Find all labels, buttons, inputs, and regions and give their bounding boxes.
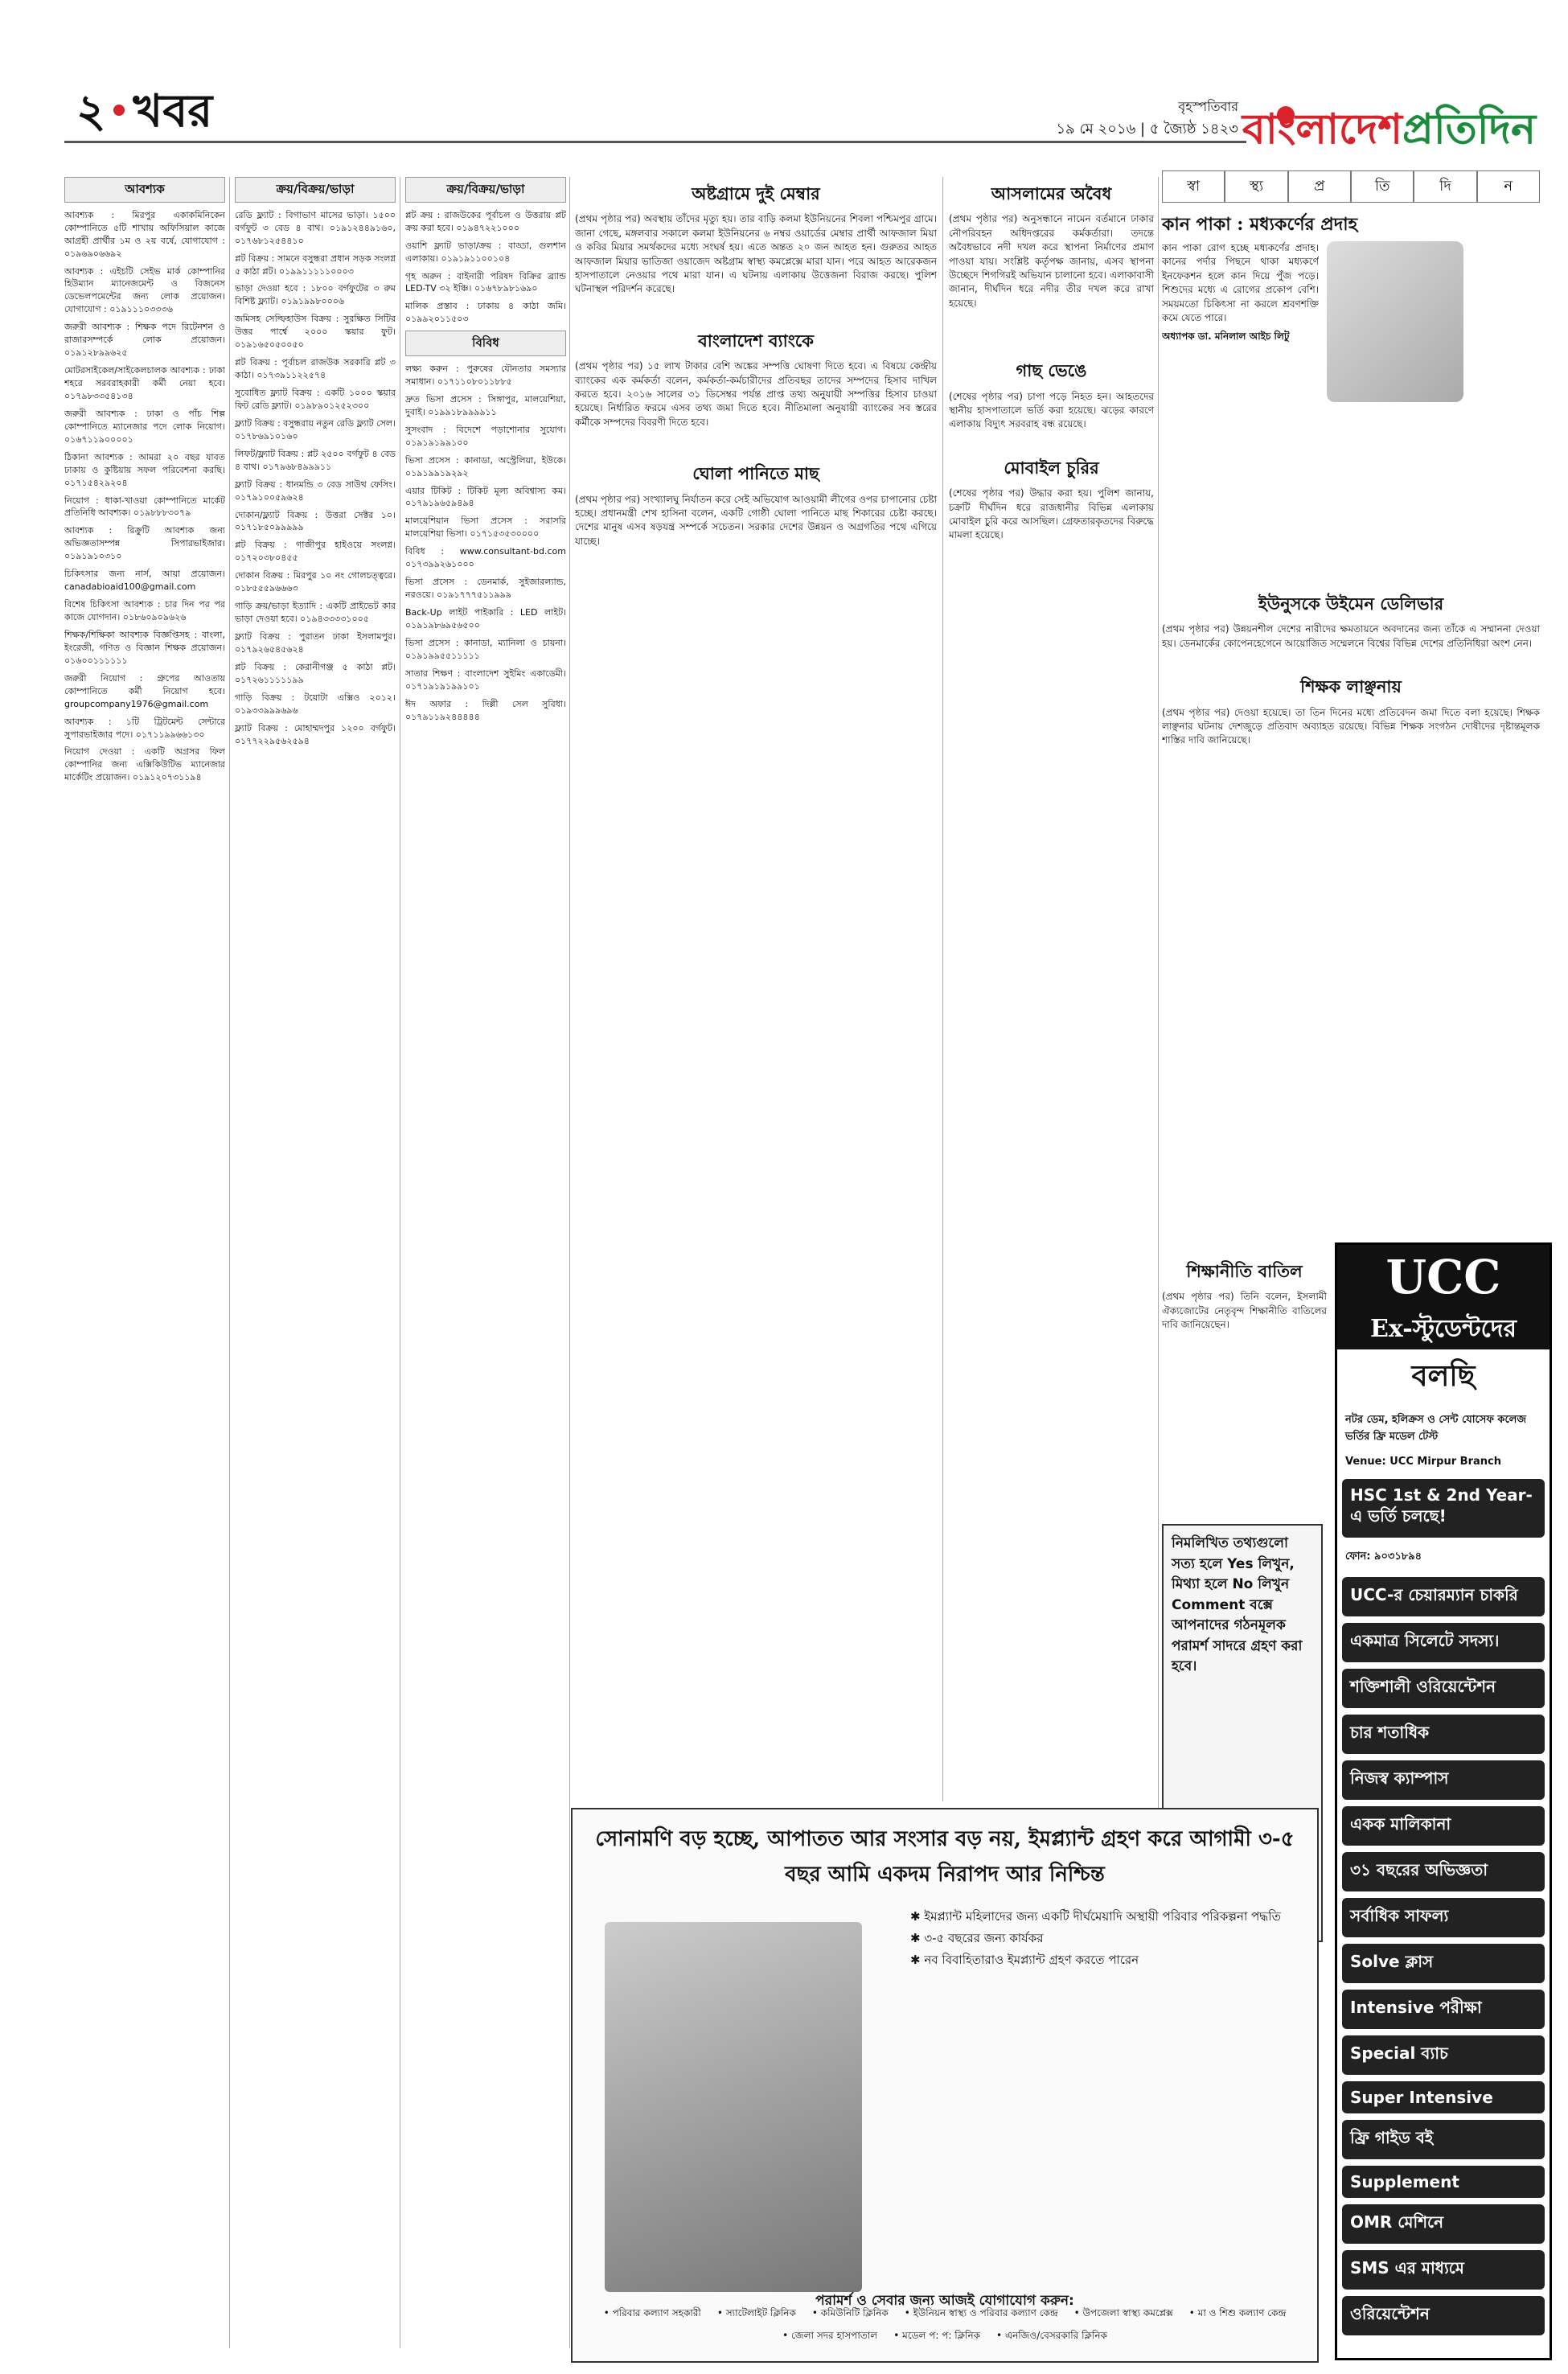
article-column-2 — [949, 177, 1154, 1801]
misc-list — [405, 363, 566, 724]
ad-bullet: ✱ ইমপ্ল্যান্ট মহিলাদের জন্য একটি দীর্ঘমেয়াদি অস্থায়ী পরিবার পরিকল্পনা পদ্ধতি — [910, 1909, 1281, 1924]
ucc-feature: ফ্রি গাইড বই — [1342, 2120, 1545, 2159]
classified-item: প্লট ক্রয় : রাজউকের পূর্বাচল ও উত্তরায় প্লট ক্রয় করা হবে। ০১৯৪৭২২১০০০ — [405, 209, 566, 233]
column-divider — [942, 177, 943, 1801]
ucc-feature: Special ব্যাচ — [1342, 2035, 1545, 2075]
classified-item: প্লট বিক্রয় : সামনে বসুন্ধরা প্রধান সড়ক সংলগ্ন ৫ কাঠা প্লট। ০১৯৯১১১১১০০০৩ — [235, 253, 396, 277]
classifieds-heading-3: ক্রয়/বিক্রয়/ভাড়া — [405, 177, 566, 203]
health-band-letter: স্থ্য — [1225, 170, 1287, 203]
classified-item: জমিসহ সেল্ফিহাউস বিক্রয় : সুরক্ষিত সিটির উত্তর পার্শ্বে ২০০০ স্কয়ার ফুট। ০১৯১৬৫০৫০০৫০ — [235, 314, 396, 351]
classified-item: Back-Up লাইট পাইকারি : LED লাইট। ০১৯১৯৮৬৯৫৬৫০০ — [405, 607, 566, 630]
ad-bullet-text: ইমপ্ল্যান্ট মহিলাদের জন্য একটি দীর্ঘমেয়াদি অস্থায়ী পরিবার পরিকল্পনা পদ্ধতি — [924, 1909, 1281, 1924]
clinic-item: • এনজিও/বেসরকারি ক্লিনিক — [996, 2330, 1107, 2341]
article-headline: শিক্ষক লাঞ্ছনায় — [1300, 676, 1402, 697]
classified-item: ওয়াশি ফ্ল্যাট ভাড়া/ক্রয় : বাড্ডা, গুলশান এলাকায়। ০১৯১৯১১০০১০৪ — [405, 240, 566, 264]
ucc-advertisement — [1335, 1242, 1552, 2360]
article-body: (প্রথম পৃষ্ঠার পর) দেওয়া হয়েছে। তা তিন দিনের মধ্যে প্রতিবেদন জমা দিতে বলা হয়েছে। শিক্ষক লাঞ্ছনার ঘটনায় দেশজুড়ে প্রতিবাদ অব্যাহত রয়েছে। বিভিন্ন শিক্ষক সংগঠন দোষীদের দৃষ্টান্তমূলক শাস্তির দাবি জানিয়েছে। — [1162, 706, 1540, 746]
page-number-text: ২ — [76, 84, 106, 138]
classified-item: নিয়োগ দেওয়া : একটি অগ্রসর ফিল কোম্পানির জন্য এক্সিকিউটিভ ম্যানেজার মার্কেটিং প্রয়োজন। ০১৯১২০৭৩১১৯৪ — [64, 746, 225, 783]
model-photo — [605, 1922, 862, 2292]
logo-part-2: প্রতিদিন — [1402, 105, 1536, 154]
ad-bullet: ✱ নব বিবাহিতারাও ইমপ্ল্যান্ট গ্রহণ করতে পারেন — [910, 1953, 1139, 1967]
clinic-item: • জেলা সদর হাসপাতাল — [782, 2330, 878, 2341]
column-divider — [229, 177, 230, 2348]
article-body: (শেষের পৃষ্ঠার পর) চাপা পড়ে নিহত হন। আহতদের স্থানীয় হাসপাতালে ভর্তি করা হয়েছে। ঝড়ের কারণে এলাকায় বিদ্যুৎ সরবরাহ বন্ধ রয়েছে। — [949, 390, 1154, 430]
classified-item: প্লট বিক্রয় : পূর্বাচল রাজউক সরকারি প্লট ৩ কাঠা। ০১৭৩৯১১২২৫৭৪ — [235, 357, 396, 381]
classified-item: বিবিধ : www.consultant-bd.com ০১৭৩৯৯২৬১০০০ — [405, 546, 566, 570]
classified-item: এয়ার টিকিট : টিকিট মূল্য অবিশ্বাস্য কম। ০১৭৯১৯৬৫৯৪৯৪ — [405, 485, 566, 509]
clinic-item: • উপজেলা স্বাস্থ্য কমপ্লেক্স — [1073, 2307, 1173, 2319]
health-headline: কান পাকা : মধ্যকর্ণের প্রদাহ — [1162, 214, 1358, 235]
clinic-item: • কমিউনিটি ক্লিনিক — [811, 2307, 889, 2319]
ucc-feature-list — [1337, 1577, 1550, 2335]
article-body: (শেষের পৃষ্ঠার পর) উদ্ধার করা হয়। পুলিশ জানায়, চক্রটি দীর্ঘদিন ধরে রাজধানীর বিভিন্ন এলাকায় মোবাইল চুরি করে আসছিল। গ্রেফতারকৃতদের বিরুদ্ধে মামলা হয়েছে। — [949, 487, 1154, 541]
classified-item: ঠিকানা আবশ্যক : আমরা ২০ বছর যাবত ঢাকায় ও কুষ্টিয়ায় সফল পরিবেশনা করছি। ০১৭১৫৪২৯২০৪ — [64, 451, 225, 488]
article-headline: আসলামের অবৈধ — [991, 183, 1112, 203]
classified-item: আবশ্যক : ১টি ট্রিটমেন্ট সেন্টারে সুপারভাইজার পদে। ০১৭১১৯৯৬৬১৩০ — [64, 716, 225, 740]
article-headline: শিক্ষানীতি বাতিল — [1186, 1261, 1303, 1281]
implant-advertisement — [571, 1808, 1319, 2363]
logo-part-1: বাংলাদেশ — [1242, 105, 1403, 154]
classified-item: ফ্ল্যাট বিক্রয় : পুরাতন ঢাকা ইসলামপুর। ০১৭৯২৬৫৪৫৬২৪ — [235, 631, 396, 655]
clinic-item: • মডেল প: প: ক্লিনিক — [893, 2330, 981, 2341]
article-body: (প্রথম পৃষ্ঠার পর) তিনি বলেন, ইসলামী ঐক্যজোটের নেতৃবৃন্দ শিক্ষানীতি বাতিলের দাবি জানিয়েছেন। — [1162, 1291, 1327, 1331]
classified-item: ঈদ অফার : দিল্লী সেল সুবিধা। ০১৭৯১১৯২৪৪৪৪৪ — [405, 698, 566, 722]
classifieds-list-1 — [64, 209, 225, 785]
article-headline: ঘোলা পানিতে মাছ — [692, 463, 819, 484]
classified-item: দ্রুত ভিসা প্রসেস : সিঙ্গাপুর, মালয়েশিয়া, দুবাই। ০১৯৯১৮৯৯৯৯১১ — [405, 393, 566, 417]
health-band — [1162, 170, 1540, 203]
classifieds-list-3 — [405, 209, 566, 327]
ad-headline: সোনামণি বড় হচ্ছে, আপাতত আর সংসার বড় নয়, ইমপ্ল্যান্ট গ্রহণ করে আগামী ৩-৫ বছর আমি একদম নিরাপদ আর নিশ্চিন্ত — [595, 1827, 1295, 1887]
classifieds-heading-1: আবশ্যক — [64, 177, 225, 203]
ucc-feature: নিজস্ব ক্যাম্পাস — [1342, 1760, 1545, 1800]
classified-item: সাতার শিক্ষণ : বাংলাদেশ সুইমিং একাডেমী। ০১৭১৯১৯১৯৯১০১ — [405, 667, 566, 692]
ucc-feature: SMS এর মাধ্যমে — [1342, 2250, 1545, 2290]
health-column — [1162, 241, 1319, 579]
ucc-feature: Super Intensive — [1342, 2081, 1545, 2113]
ucc-feature: UCC-র চেয়ারম্যান চাকরি — [1342, 1577, 1545, 1616]
ucc-feature: একমাত্র সিলেটে সদস্য। — [1342, 1623, 1545, 1662]
ad-bullet-text: ৩-৫ বছরের জন্য কার্যকর — [924, 1931, 1044, 1945]
clinic-item: • ইউনিয়ন স্বাস্থ্য ও পরিবার কল্যাণ কেন্দ্র — [904, 2307, 1058, 2319]
classified-item: ভাড়া দেওয়া হবে : ১৮০০ বর্গফুটের ৩ রুম বিশিষ্ট ফ্ল্যাট। ০১৯১৯৯৮০০০৬ — [235, 283, 396, 307]
ad-footer: পরামর্শ ও সেবার জন্য আজই যোগাযোগ করুন: — [815, 2293, 1074, 2309]
right-articles — [1162, 587, 1540, 1230]
classified-item: ফ্ল্যাট বিক্রয় : ধানমন্ডি ৩ বেড সাউথ ফেসিং। ০১৭৯১০০৫৯৬২৪ — [235, 478, 396, 503]
classified-item: মালয়েশিয়ান ভিসা প্রসেস : সরাসরি মালয়েশিয়া ভিসা। ০১৭১৫৩৫৩০০০০ — [405, 515, 566, 540]
health-band-letter: ন — [1477, 170, 1540, 203]
classified-item: গৃহ অরুন : বাইনারী পরিষদ বিক্রির ব্র্যান্ড LED-TV ৩২ ইঞ্চি। ০১৬৭৮৯৮১৬৯০ — [405, 270, 566, 294]
ucc-feature: চার শতাধিক — [1342, 1715, 1545, 1754]
classified-item: আবশ্যক : রিক্রুটি আবশ্যক জন্য অভিজ্ঞতাসম্পন্ন সিপারভাইজার। ০১৯১৯১০৩১০ — [64, 525, 225, 562]
classified-item: সুসংবাদ : বিদেশে পড়াশোনার সুযোগ। ০১৯১৯১৯৯১০০ — [405, 424, 566, 448]
classified-item: ফ্ল্যাট বিক্রয় : বসুন্ধরায় নতুন রেডি ফ্ল্যাট সেল। ০১৭৮৬৯১০১৬০ — [235, 417, 396, 442]
classified-item: দোকান/ফ্ল্যাট বিক্রয় : উত্তরা সেক্টর ১০। ০১৭১৮৫০৯৯৯৯৯ — [235, 509, 396, 533]
classified-item: ভিসা প্রসেস : ডেনমার্ক, সুইজারল্যান্ড, নরওয়ে। ০১৯১৭৭৭৫১১৯৯৯ — [405, 577, 566, 601]
masthead-date: ১৯ মে ২০১৬ | ৫ জ্যৈষ্ঠ ১৪২৩ — [1056, 121, 1238, 138]
ucc-feature: Supplement — [1342, 2166, 1545, 2198]
classified-item: রেডি ফ্ল্যাট : বিগাভাণ মাসের ভাড়া। ১৫০০ বর্গফুট ৩ বেড ৪ বাথ। ০১৯১২৪৪৯১৬০, ০১৭৬৮১২৫৪৪১০ — [235, 209, 396, 246]
article-headline: গাছ ভেঙে — [1016, 360, 1087, 381]
article-body: (প্রথম পৃষ্ঠার পর) উন্নয়নশীল দেশের নারীদের ক্ষমতায়নে অবদানের জন্য তাঁকে এ সম্মাননা দেওয়া হয়। ডেনমার্কের কোপেনহেগেনে আয়োজিত সম্মেলনে বিশ্বের বিভিন্ন দেশের প্রতিনিধিরা অংশ নেন। — [1162, 623, 1540, 649]
ucc-promo: নটর ডেম, হলিক্রস ও সেন্ট যোসেফ কলেজ ভর্তির ফ্রি মডেল টেস্ট — [1345, 1414, 1526, 1443]
classified-item: দোকান বিক্রয় : মিরপুর ১০ নং গোলচত্ত্বরে। ০১৮৫৫৫৯৬৬৬৩ — [235, 570, 396, 594]
classified-item: আবশ্যক : এইচটি সেইভ মার্ক কোম্পানির হিউম্যান ম্যানেজমেন্ট ও বিজনেস ডেভেলপমেন্টের জন্য লোক প্রয়োজন। যোগাযোগ : ০১৯১১১০৩৩৩৬ — [64, 265, 225, 315]
ucc-feature: একক মালিকানা — [1342, 1806, 1545, 1846]
classified-item: শিক্ষক/শিক্ষিকা আবশ্যক বিজ্ঞপ্তিসহ : বাংলা, ইংরেজী, গণিত ও বিজ্ঞান শিক্ষক প্রয়োজন। ০১৬০০১১১১১১ — [64, 629, 225, 666]
classified-item: আবশ্যক : মিরপুর একাকমিনিকেন কোম্পানিতে ৫টি শাখায় অফিসিয়াল কাজে আগ্রহী প্রার্থীর ১ম ও ২য় বর্ষে, যোগাযোগ : ০১৯৬৯০৬৬৯২ — [64, 209, 225, 259]
ucc-venue: Venue: UCC Mirpur Branch — [1345, 1456, 1501, 1468]
classified-item: গাড়ি বিক্রয় : টয়োটা এক্সিও ২০১২। ০১৯৩৩৯৯৯৬৯৬ — [235, 692, 396, 716]
classified-item: সুবোধিত ফ্ল্যাট বিক্রয় : একটি ১০০০ স্কয়ার ফিট রেডি ফ্ল্যাট। ০১৯৮৯০১২৫২৩০০ — [235, 388, 396, 411]
ad-bullet-text: নব বিবাহিতারাও ইমপ্ল্যান্ট গ্রহণ করতে পারেন — [924, 1953, 1139, 1967]
article-body: (প্রথম পৃষ্ঠার পর) অনুসন্ধানে নামেন বর্তমানে ঢাকার নৌপরিবহন অধিদপ্তরের কর্মকর্তারা। তদন্তে অবৈধভাবে নদী দখল করে স্থাপনা নির্মাণের প্রমাণ পাওয়া যায়। সংশ্লিষ্ট কর্তৃপক্ষ জানায়, এসব স্থাপনা উচ্ছেদে শিগগিরই অভিযান চালানো হবে। এলাকাবাসী জানান, দীর্ঘদিন ধরে নদীর তীর দখল করে রাখা হয়েছে। — [949, 213, 1154, 309]
classified-item: চিকিৎসার জন্য নার্স, আয়া প্রয়োজন। canadabioaid100@gmail.com — [64, 569, 225, 593]
ucc-phone: ফোন: ৯০৩১৮৯৪ — [1345, 1550, 1422, 1563]
article-headline: অষ্টগ্রামে দুই মেম্বার — [692, 183, 820, 203]
ucc-feature: ওরিয়েন্টেশন — [1342, 2296, 1545, 2335]
clinic-item: • মা ও শিশু কল্যাণ কেন্দ্র — [1188, 2307, 1287, 2319]
ear-photo — [1327, 241, 1463, 402]
classified-item: মালিক প্রস্তাব : ঢাকায় ৪ কাঠা জমি। ০১৯৯২০১১৫০৩ — [405, 301, 566, 325]
classified-item: লক্ষ্য করুন : পুরুষের যৌনতার সমস্যার সমাধান। ০১৭১১০৮০১১৮৮৫ — [405, 363, 566, 387]
classified-item: ভিসা প্রসেস : কানাডা, অস্ট্রেলিয়া, ইউকে। ০১৯১৯৯১৯২৯২ — [405, 454, 566, 478]
classified-item: জরুরী আবশ্যক : ঢাকা ও পাঁচ শিল্প কোম্পানিতে ম্যানেজার পদে লোক নিয়োগ। ০১৬৭১১৯০০০০১ — [64, 408, 225, 445]
misc-heading: বিবিধ — [405, 331, 566, 356]
ucc-feature: OMR মেশিনে — [1342, 2204, 1545, 2244]
classified-item: গাড়ি ক্রয়/ভাড়া ইত্যাদি : একটি প্রাইভেট কার ভাড়া দেওয়া হবে। ০১৯৪৩৩৩৩১০০৫ — [235, 601, 396, 625]
ad-bullet: ✱ ৩-৫ বছরের জন্য কার্যকর — [910, 1931, 1044, 1945]
bullet-icon — [113, 105, 125, 116]
ucc-feature: Solve ক্লাস — [1342, 1944, 1545, 1983]
classifieds-column-2 — [235, 177, 396, 2348]
classifieds-list-2 — [235, 209, 396, 748]
ad-clinic-list — [597, 2306, 1293, 2345]
article-body: (প্রথম পৃষ্ঠার পর) সংখ্যালঘু নির্যাতন করে সেই অভিযোগ আওয়ামী লীগের ওপর চাপানোর চেষ্টা হচ্ছে। প্রধানমন্ত্রী শেখ হাসিনা বলেন, একটি গোষ্ঠী ঘোলা পানিতে মাছ শিকারের চেষ্টা করছে। দেশের মানুষ এসব ষড়যন্ত্র সম্পর্কে সচেতন। সরকার দেশের উন্নয়ন ও অগ্রগতির পথে এগিয়ে যাচ্ছে। — [575, 493, 937, 547]
masthead-day: বৃহস্পতিবার — [1178, 99, 1238, 114]
masthead-rule — [64, 141, 1246, 143]
classified-item: ভিসা প্রসেস : কানাডা, ম্যানিলা ও চায়না। ০১৯১৯৯৫৫১১১১১ — [405, 637, 566, 661]
classified-item: জরুরী আবশ্যক : শিক্ষক পদে রিটেনশন ও রাজারসম্পর্কে লোক প্রয়োজন। ০১৯১২৮৯৯৬২৫ — [64, 322, 225, 359]
classified-item: লিফট/ফ্ল্যাট বিক্রয় : প্লট ২৫০০ বর্গফুট ৪ বেড ৪ বাথ। ০১৭৯৬৮৪৯৯৯১১ — [235, 448, 396, 472]
column-divider — [569, 177, 570, 2348]
classified-item: মোটরসাইকেল/সাইকেলচালক আবশ্যক : ঢাকা শহরে সরবরাহকারী কর্মী নেয়া হবে। ০১৭৯৮৩৩৫৪১৩৪ — [64, 365, 225, 401]
classified-item: বিশেষ চিকিৎসা আবশ্যক : চার দিন পর পর কাজে যোগদান। ০১৮৬০৯০৯৬২৬ — [64, 599, 225, 622]
article-headline: ইউনুসকে উইমেন ডেলিভার — [1258, 594, 1444, 614]
ucc-feature: শক্তিশালী ওরিয়েন্টেশন — [1342, 1669, 1545, 1708]
article-body: (প্রথম পৃষ্ঠার পর) ১৫ লাখ টাকার বেশি অঙ্কের সম্পত্তি ঘোষণা দিতে হবে। এ বিষয়ে কেন্দ্রীয় ব্যাংকের এক কর্মকর্তা বলেন, কর্মকর্তা-কর্মচারীদের প্রতিবছর তাদের সম্পদের হিসাব দাখিল করতে হবে। ২০১৬ সালের ৩১ ডিসেম্বর পর্যন্ত প্রাপ্ত তথ্য অনুযায়ী সম্পত্তির হিসাব চাওয়া হয়েছে। নির্ধারিত ফরমে এসব তথ্য জমা দিতে হবে। নীতিমালা অনুযায়ী ব্যাংকের সব স্তরের কর্মীকে সম্পদের বিবরণী দিতে হবে। — [575, 360, 937, 428]
section-title: খবর — [133, 84, 213, 138]
ucc-tagline: বলছি — [1411, 1360, 1476, 1393]
article-headline: মোবাইল চুরির — [1004, 457, 1099, 478]
classifieds-heading-2: ক্রয়/বিক্রয়/ভাড়া — [235, 177, 396, 203]
education-column — [1162, 1255, 1327, 1512]
classified-item: প্লট বিক্রয় : গাজীপুর হাইওয়ে সংলগ্ন। ০১৭২০৩৮০৪৫৫ — [235, 540, 396, 564]
clinic-item: • পরিবার কল্যাণ সহকারী — [603, 2307, 701, 2319]
ucc-feature: Intensive পরীক্ষা — [1342, 1990, 1545, 2029]
survey-box: নিমলিখিত তথ্যগুলো সত্য হলে Yes লিখুন, মিথ্যা হলে No লিখুন Comment বক্সে আপনাদের গঠনমূলক পরামর্শ সাদরে গ্রহণ করা হবে। — [1162, 1524, 1323, 1942]
classifieds-column-1 — [64, 177, 225, 2348]
clinic-item: • স্যাটেলাইট ক্লিনিক — [716, 2307, 796, 2319]
ucc-subtitle: Ex-স্টুডেন্টদের — [1337, 1309, 1550, 1349]
ad-bullets — [910, 1906, 1296, 1971]
health-band-letter: প্র — [1288, 170, 1351, 203]
article-body: (প্রথম পৃষ্ঠার পর) অবস্থায় তাঁদের মৃত্যু হয়। তার বাড়ি কলমা ইউনিয়নের শিবলা পশ্চিমপুর গ্রামে। জানা গেছে, মঙ্গলবার সকালে কলমা ইউনিয়নের ৬ নম্বর ওয়ার্ডের মেম্বার প্রার্থী আফজাল মিয়া ও কবির মিয়ার সমর্থকদের মধ্যে সংঘর্ষ হয়। এতে অন্তত ২০ জন আহত হন। গুরুতর আহত আফজাল মিয়ার ভাতিজা ওয়াজেদ অষ্টগ্রাম স্বাস্থ্য কমপ্লেক্সে মারা যান। পরে আহত আরেকজন হাসপাতালে নেওয়ার পথে মারা যান। এ ঘটনায় এলাকায় উত্তেজনা বিরাজ করছে। পুলিশ ঘটনাস্থল পরিদর্শন করেছে। — [575, 213, 937, 295]
classified-item: ফ্ল্যাট বিক্রয় : মোহাম্মদপুর ১২০০ বর্গফুট। ০১৭৭২২৯৫৬২৫৯৪ — [235, 722, 396, 746]
health-band-letter: স্বা — [1162, 170, 1225, 203]
article-headline: বাংলাদেশ ব্যাংকে — [698, 330, 814, 351]
ucc-admission: HSC 1st & 2nd Year-এ ভর্তি চলছে! — [1342, 1479, 1545, 1538]
ucc-feature: সর্বাধিক সাফল্য — [1342, 1898, 1545, 1937]
classified-item: জরুরী নিয়োগ : গ্রুপের আওতায় কোম্পানিতে কর্মী নিয়োগ হবে। groupcompany1976@gmail.com — [64, 672, 225, 709]
health-byline: অধ্যাপক ডা. মনিলাল আইচ লিটু — [1162, 331, 1290, 343]
classified-item: নিয়োগ : ধাকা-খাওয়া কোম্পানিতে মার্কেট প্রতিনিধি আবশ্যক। ০১৯৮৮৮৩০৭৯ — [64, 495, 225, 519]
health-band-letter: তি — [1351, 170, 1414, 203]
health-band-letter: দি — [1414, 170, 1476, 203]
ucc-feature: ৩১ বছরের অভিজ্ঞতা — [1342, 1852, 1545, 1891]
health-body: কান পাকা রোগ হচ্ছে মধ্যকর্ণের প্রদাহ। কানের পর্দার পিছনে থাকা মধ্যকর্ণে ইনফেকশন হলে কান দিয়ে পুঁজ পড়ে। শিশুদের মধ্যে এ রোগের প্রকোপ বেশি। সময়মতো চিকিৎসা না করলে শ্রবণশক্তি কমে যেতে পারে। — [1162, 242, 1319, 323]
classified-item: প্লট বিক্রয় : কেরানীগঞ্জ ৫ কাঠা প্লট। ০১৭২৬১১১১১৯৯ — [235, 661, 396, 685]
ucc-logo: UCC — [1337, 1245, 1550, 1309]
article-column-1 — [575, 177, 937, 1801]
masthead — [0, 0, 1568, 161]
classifieds-column-3 — [405, 177, 566, 2348]
newspaper-logo — [1242, 97, 1536, 166]
